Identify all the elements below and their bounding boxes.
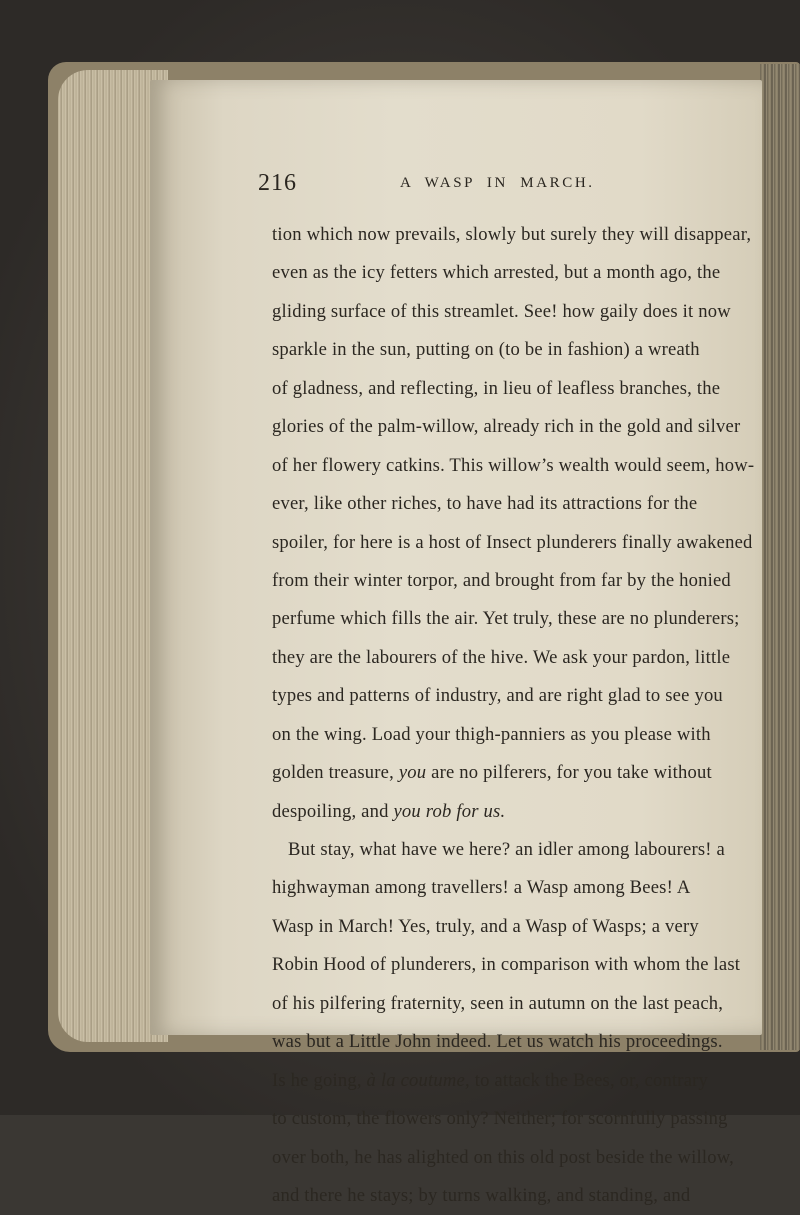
- text-line: from their winter torpor, and brought from far by the honied: [272, 569, 731, 591]
- text-line: of his pilfering fraternity, seen in autumn on the last peach,: [272, 992, 724, 1014]
- italic-span: à la coutume,: [366, 1069, 470, 1091]
- text-line: was but a Little John indeed. Let us watch his proceedings.: [272, 1031, 723, 1053]
- running-title: A WASP IN MARCH.: [400, 175, 595, 191]
- text-line-mixed: [272, 793, 680, 831]
- text-span: Is he going,: [272, 1069, 362, 1091]
- text-line: perfume which fills the air. Yet truly, these are no plunderers;: [272, 608, 740, 630]
- page-edges-right: [760, 64, 800, 1050]
- page-header: [258, 170, 668, 206]
- text-span: despoiling, and: [272, 800, 389, 822]
- text-line: they are the labourers of the hive. We ask your pardon, little: [272, 646, 731, 668]
- text-line: Robin Hood of plunderers, in comparison with whom the last: [272, 954, 741, 976]
- text-line: highwayman among travellers! a Wasp among Bees! A: [272, 877, 691, 899]
- text-line: of gladness, and reflecting, in lieu of leafless branches, the: [272, 377, 721, 399]
- text-line: types and patterns of industry, and are right glad to see you: [272, 685, 723, 707]
- text-line: ever, like other riches, to have had its attractions for the: [272, 493, 698, 515]
- italic-span: you rob for us.: [393, 800, 506, 822]
- italic-span: you: [398, 762, 427, 784]
- text-line: But stay, what have we here? an idler among labourers! a: [288, 839, 725, 860]
- text-line: over both, he has alighted on this old post beside the willow,: [272, 1146, 735, 1168]
- text-line: on the wing. Load your thigh-panniers as you please with: [272, 723, 711, 745]
- text-line: to custom, the flowers only? Neither; for scornfully passing: [272, 1108, 728, 1130]
- text-span: to attack the Bees, or, contrary: [474, 1069, 709, 1091]
- text-line-mixed: [272, 1062, 709, 1100]
- text-line: even as the icy fetters which arrested, but a month ago, the: [272, 262, 721, 284]
- text-line: and there he stays; by turns walking, and standing, and: [272, 1184, 691, 1206]
- text-line: tion which now prevails, slowly but surely they will disappear,: [272, 224, 752, 245]
- page-number: 216: [258, 170, 297, 196]
- text-line-mixed: [272, 754, 712, 792]
- text-span: golden treasure,: [272, 762, 394, 784]
- text-line: gliding surface of this streamlet. See! how gaily does it now: [272, 300, 731, 322]
- text-line: sparkle in the sun, putting on (to be in fashion) a wreath: [272, 339, 700, 361]
- text-line: glories of the palm-willow, already rich in the gold and silver: [272, 416, 741, 438]
- text-line: spoiler, for here is a host of Insect plunderers finally awakened: [272, 531, 753, 553]
- text-line: Wasp in March! Yes, truly, and a Wasp of Wasps; a very: [272, 915, 699, 937]
- text-line: of her flowery catkins. This willow’s wealth would seem, how-: [272, 454, 755, 476]
- body-text: [272, 216, 755, 1215]
- text-span: are no pilferers, for you take without: [431, 762, 712, 784]
